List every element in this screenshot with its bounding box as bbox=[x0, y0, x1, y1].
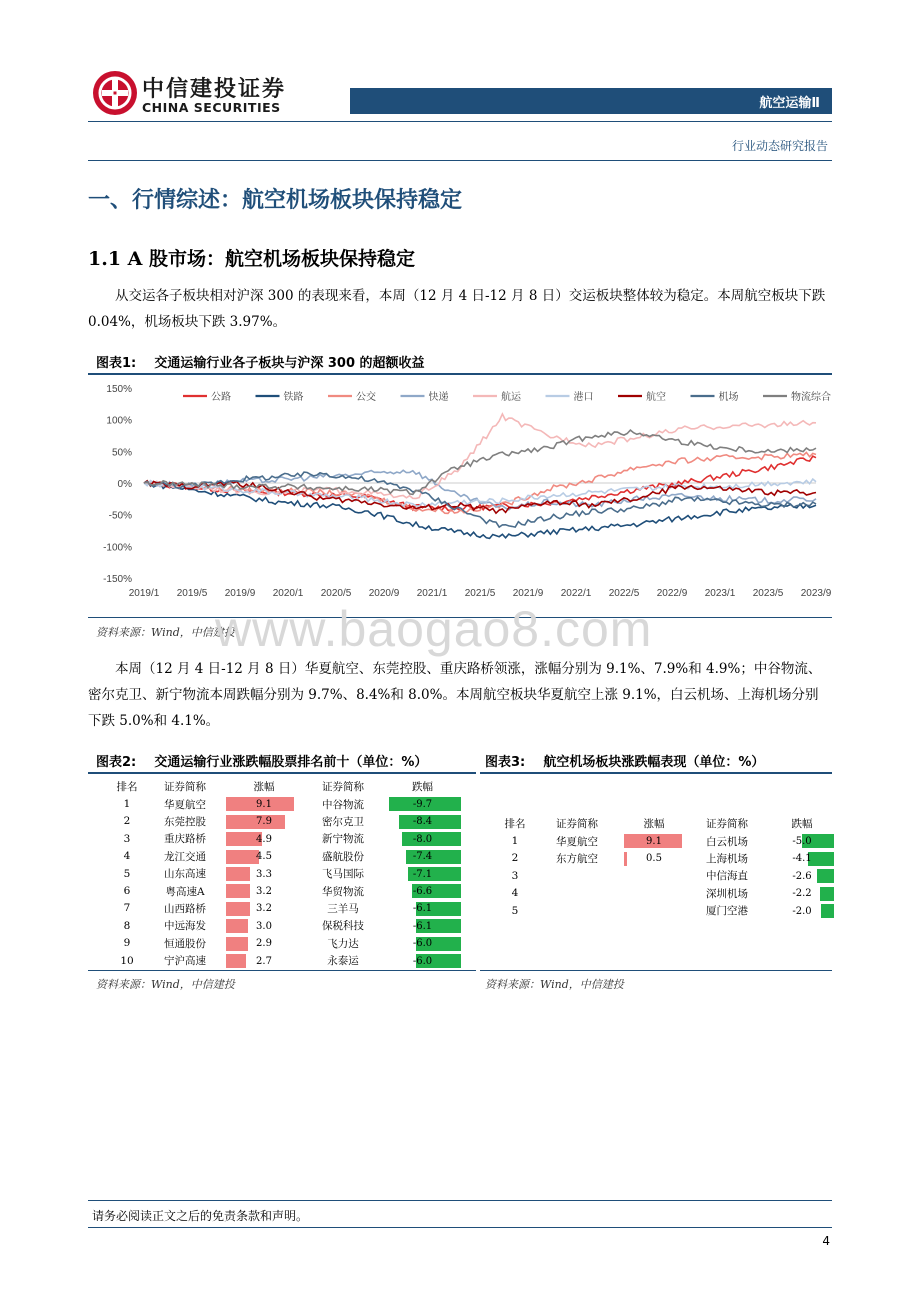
gain-bar bbox=[226, 937, 248, 951]
figure3-label: 图表3: bbox=[485, 755, 526, 770]
legend-label: 铁路 bbox=[283, 392, 304, 403]
loser-name: 密尔克卫 bbox=[322, 815, 364, 828]
rank-cell: 6 bbox=[123, 885, 131, 898]
loss-cell bbox=[382, 848, 463, 865]
y-tick-label: -100% bbox=[103, 542, 132, 554]
figure2-source: 资料来源：Wind，中信建投 bbox=[96, 978, 235, 991]
table-row bbox=[108, 848, 463, 865]
gain-cell bbox=[224, 830, 304, 847]
column-header: 排名 bbox=[116, 781, 138, 794]
legend-label: 航运 bbox=[501, 392, 521, 403]
figure1-top-rule bbox=[88, 373, 832, 375]
gain-bar bbox=[226, 954, 246, 968]
gain-bar bbox=[226, 850, 259, 864]
loss-value: -8.4 bbox=[412, 816, 433, 828]
loss-value: -9.7 bbox=[412, 799, 433, 811]
loss-cell bbox=[382, 795, 463, 812]
gain-value: 0.5 bbox=[646, 853, 662, 865]
rank-cell: 1 bbox=[123, 798, 131, 811]
gain-value: 3.2 bbox=[256, 886, 272, 898]
gain-value: 3.0 bbox=[256, 920, 272, 932]
gain-cell bbox=[224, 917, 304, 934]
y-tick-label: -150% bbox=[103, 574, 132, 585]
figure2-caption: 交通运输行业涨跌幅股票排名前十（单位：%） bbox=[154, 755, 428, 770]
gain-value: 4.9 bbox=[256, 833, 272, 845]
x-tick-label: 2019/5 bbox=[176, 588, 208, 599]
loss-bar bbox=[817, 869, 834, 883]
loss-cell bbox=[768, 902, 836, 919]
table-row bbox=[108, 865, 463, 882]
x-tick-label: 2021/5 bbox=[464, 588, 496, 599]
table-row bbox=[108, 813, 463, 830]
legend-label: 物流综合 bbox=[791, 392, 831, 403]
loss-cell bbox=[768, 850, 836, 867]
loss-cell bbox=[382, 952, 463, 969]
gainer-name: 宁沪高速 bbox=[164, 955, 206, 968]
airline-airport-table bbox=[498, 815, 836, 919]
rank-cell: 3 bbox=[123, 832, 131, 845]
gainer-name bbox=[532, 902, 622, 919]
loser-name: 飞马国际 bbox=[322, 868, 364, 881]
column-header: 涨幅 bbox=[643, 818, 665, 831]
gain-cell bbox=[224, 900, 304, 917]
gain-cell bbox=[224, 813, 304, 830]
rank-cell: 3 bbox=[511, 869, 519, 882]
gain-value: 2.7 bbox=[256, 955, 272, 967]
sector-banner bbox=[350, 88, 832, 114]
column-header: 涨幅 bbox=[253, 781, 275, 794]
column-header: 跌幅 bbox=[791, 818, 813, 831]
loss-cell bbox=[382, 900, 463, 917]
x-tick-label: 2022/9 bbox=[656, 588, 688, 599]
loss-cell bbox=[382, 917, 463, 934]
gainer-name: 华夏航空 bbox=[164, 798, 206, 811]
company-name-cn: 中信建投证券 bbox=[142, 77, 287, 102]
gain-cell bbox=[224, 882, 304, 899]
gain-bar bbox=[226, 902, 250, 916]
header-divider-2 bbox=[88, 160, 832, 161]
figure2-bottom-rule bbox=[88, 970, 476, 971]
sector-name: 航空运输Ⅱ bbox=[759, 96, 820, 111]
gain-value: 4.5 bbox=[256, 851, 272, 863]
loser-name: 新宁物流 bbox=[322, 833, 364, 846]
loss-bar bbox=[821, 904, 834, 918]
column-header: 排名 bbox=[504, 818, 526, 831]
loser-name: 华贸物流 bbox=[322, 885, 364, 898]
x-tick-label: 2022/5 bbox=[608, 588, 640, 599]
subsection-title: 1.1 A 股市场：航空机场板块保持稳定 bbox=[88, 248, 416, 270]
loser-name: 保税科技 bbox=[322, 920, 364, 933]
y-tick-label: -50% bbox=[108, 510, 132, 522]
gain-cell bbox=[622, 885, 686, 902]
y-tick-label: 50% bbox=[111, 447, 132, 459]
footer-disclaimer: 请务必阅读正文之后的免责条款和声明。 bbox=[92, 1209, 309, 1223]
company-name-en: CHINA SECURITIES bbox=[142, 100, 281, 115]
x-tick-label: 2019/9 bbox=[224, 588, 256, 599]
figure2-top-rule bbox=[88, 772, 476, 774]
table-row bbox=[498, 885, 836, 902]
rank-cell: 7 bbox=[123, 902, 131, 915]
loss-value: -6.6 bbox=[412, 886, 433, 898]
figure2-label: 图表2: bbox=[96, 755, 137, 770]
x-tick-label: 2020/1 bbox=[272, 588, 304, 599]
page-number: 4 bbox=[822, 1234, 830, 1248]
loss-value: -6.0 bbox=[412, 955, 433, 967]
legend-label: 机场 bbox=[718, 392, 739, 403]
x-tick-label: 2022/1 bbox=[560, 588, 592, 599]
y-tick-label: 150% bbox=[106, 384, 132, 395]
gain-bar bbox=[226, 919, 248, 933]
gain-cell bbox=[622, 867, 686, 884]
gainer-name bbox=[532, 867, 622, 884]
legend-label: 公交 bbox=[356, 392, 376, 403]
gain-cell bbox=[224, 848, 304, 865]
figure1-source: 资料来源：Wind，中信建投 bbox=[96, 626, 235, 639]
x-tick-label: 2020/9 bbox=[368, 588, 400, 599]
legend-label: 公路 bbox=[211, 392, 231, 403]
x-tick-label: 2023/5 bbox=[752, 588, 784, 599]
loss-cell bbox=[382, 935, 463, 952]
gain-cell bbox=[224, 935, 304, 952]
table-row bbox=[108, 795, 463, 812]
figure3-caption: 航空机场板块涨跌幅表现（单位：%） bbox=[543, 755, 765, 770]
x-tick-label: 2021/9 bbox=[512, 588, 544, 599]
table-row bbox=[108, 935, 463, 952]
figure1-caption: 交通运输行业各子板块与沪深 300 的超额收益 bbox=[154, 356, 425, 371]
loser-name: 厦门空港 bbox=[706, 905, 748, 918]
rank-cell: 2 bbox=[511, 852, 519, 865]
rank-cell: 5 bbox=[123, 867, 131, 880]
gain-value: 3.3 bbox=[256, 868, 272, 880]
gain-value: 2.9 bbox=[256, 938, 272, 950]
table-row bbox=[498, 832, 836, 849]
table-header-row bbox=[498, 815, 836, 832]
column-header: 证券简称 bbox=[164, 781, 206, 794]
gainer-name: 东方航空 bbox=[556, 852, 598, 865]
gainer-name: 华夏航空 bbox=[556, 835, 598, 848]
x-tick-label: 2023/9 bbox=[800, 588, 832, 599]
loss-value: -8.0 bbox=[412, 833, 433, 845]
loser-name: 三羊马 bbox=[327, 902, 359, 915]
column-header: 跌幅 bbox=[412, 781, 433, 794]
excess-return-line-chart bbox=[88, 378, 832, 603]
table-row bbox=[108, 882, 463, 899]
loss-value: -6.1 bbox=[412, 903, 433, 915]
loser-name: 中信海直 bbox=[706, 870, 748, 883]
y-tick-label: 100% bbox=[106, 415, 132, 427]
series-line-机场 bbox=[144, 472, 816, 527]
figure1-label: 图表1: bbox=[96, 356, 137, 371]
loss-cell bbox=[382, 813, 463, 830]
y-tick-label: 0% bbox=[117, 479, 132, 490]
x-tick-label: 2021/1 bbox=[416, 588, 448, 599]
gainer-name: 山西路桥 bbox=[164, 902, 206, 915]
gainer-name: 龙江交通 bbox=[164, 850, 206, 863]
gain-cell bbox=[224, 952, 304, 969]
rank-cell: 4 bbox=[123, 850, 131, 863]
rank-cell: 1 bbox=[511, 835, 519, 848]
loser-name: 盛航股份 bbox=[322, 850, 364, 863]
gainer-name bbox=[532, 885, 622, 902]
loser-name: 白云机场 bbox=[706, 835, 748, 848]
table-row bbox=[498, 867, 836, 884]
table-header-row bbox=[108, 778, 463, 795]
gain-bar bbox=[624, 852, 627, 866]
column-header: 证券简称 bbox=[556, 818, 598, 831]
paragraph-1: 从交运各子板块相对沪深 300 的表现来看，本周（12 月 4 日-12 月 8 日）交运板块整体较为稳定。本周航空板块下跌 0.04%，机场板块下跌 3.97%。 bbox=[88, 288, 826, 330]
loss-value: -4.1 bbox=[792, 853, 812, 865]
gain-value: 3.2 bbox=[256, 903, 272, 915]
table-row bbox=[498, 850, 836, 867]
column-header: 证券简称 bbox=[322, 781, 364, 794]
legend-label: 快递 bbox=[428, 392, 449, 403]
figure1-title bbox=[96, 352, 425, 371]
gain-cell bbox=[622, 850, 686, 867]
rank-cell: 10 bbox=[120, 954, 134, 967]
gainer-name: 粤高速A bbox=[165, 885, 205, 898]
china-securities-logo-icon bbox=[92, 70, 138, 116]
figure3-top-rule bbox=[480, 772, 832, 774]
loss-cell bbox=[768, 885, 836, 902]
legend-label: 航空 bbox=[646, 392, 666, 403]
x-tick-label: 2020/5 bbox=[320, 588, 352, 599]
rank-cell: 8 bbox=[123, 919, 131, 932]
rank-cell: 5 bbox=[511, 904, 519, 917]
rank-cell: 2 bbox=[123, 815, 131, 828]
x-tick-label: 2023/1 bbox=[704, 588, 736, 599]
gain-cell bbox=[224, 865, 304, 882]
top-movers-table bbox=[108, 778, 463, 969]
gain-bar bbox=[226, 884, 250, 898]
loss-value: -2.6 bbox=[792, 870, 812, 882]
gainer-name: 山东高速 bbox=[164, 868, 206, 881]
loss-cell bbox=[768, 867, 836, 884]
footer-divider bbox=[88, 1200, 832, 1201]
header-divider bbox=[88, 121, 832, 122]
loser-name: 永泰运 bbox=[327, 955, 359, 968]
table-row bbox=[108, 900, 463, 917]
gain-cell bbox=[224, 795, 304, 812]
loss-value: -2.0 bbox=[792, 905, 812, 917]
figure3-bottom-rule bbox=[480, 970, 832, 971]
figure2-title bbox=[96, 751, 427, 770]
loser-name: 飞力达 bbox=[327, 937, 359, 950]
legend-label: 港口 bbox=[573, 392, 594, 403]
table-row bbox=[498, 902, 836, 919]
table-row bbox=[108, 830, 463, 847]
rank-cell: 9 bbox=[123, 937, 131, 950]
table-row bbox=[108, 952, 463, 969]
loss-value: -2.2 bbox=[792, 888, 812, 900]
column-header: 证券简称 bbox=[706, 818, 748, 831]
gainer-name: 恒通股份 bbox=[164, 937, 206, 950]
loser-name: 中谷物流 bbox=[322, 798, 364, 811]
loss-cell bbox=[382, 830, 463, 847]
loser-name: 上海机场 bbox=[706, 852, 748, 865]
figure3-source: 资料来源：Wind，中信建投 bbox=[485, 978, 624, 991]
section-title: 一、行情综述：航空机场板块保持稳定 bbox=[88, 188, 463, 213]
gain-value: 7.9 bbox=[256, 816, 272, 828]
gain-value: 9.1 bbox=[256, 799, 272, 811]
loss-cell bbox=[382, 865, 463, 882]
table-row bbox=[108, 917, 463, 934]
x-tick-label: 2019/1 bbox=[128, 588, 160, 599]
figure3-title bbox=[485, 751, 764, 770]
gain-cell bbox=[622, 902, 686, 919]
loss-value: -7.1 bbox=[412, 868, 433, 880]
gain-value: 9.1 bbox=[646, 836, 662, 848]
footer-divider-2 bbox=[88, 1227, 832, 1228]
paragraph-2: 本周（12 月 4 日-12 月 8 日）华夏航空、东莞控股、重庆路桥领涨，涨幅分别为 9.1%、7.9%和 4.9%；中谷物流、密尔克卫、新宁物流本周跌幅分别为 9.7%、8.4%和 8.0%。本周航空板块华夏航空上涨 9.1%，白云机场、上海机场分别下跌 5.0%和 4.1%。 bbox=[88, 661, 822, 729]
rank-cell: 4 bbox=[511, 887, 519, 900]
loss-value: -6.1 bbox=[412, 920, 433, 932]
loss-cell bbox=[768, 832, 836, 849]
gainer-name: 重庆路桥 bbox=[164, 833, 206, 846]
watermark: www.baogao8.com bbox=[215, 601, 653, 657]
gainer-name: 东莞控股 bbox=[164, 815, 206, 828]
loss-value: -5.0 bbox=[792, 836, 812, 848]
gain-bar bbox=[226, 867, 250, 881]
report-type: 行业动态研究报告 bbox=[731, 139, 828, 153]
loss-value: -6.0 bbox=[412, 938, 433, 950]
loss-value: -7.4 bbox=[412, 851, 433, 863]
gainer-name: 中远海发 bbox=[164, 920, 206, 933]
loser-name: 深圳机场 bbox=[706, 887, 748, 900]
loss-bar bbox=[820, 887, 834, 901]
gain-cell bbox=[622, 832, 686, 849]
loss-cell bbox=[382, 882, 463, 899]
